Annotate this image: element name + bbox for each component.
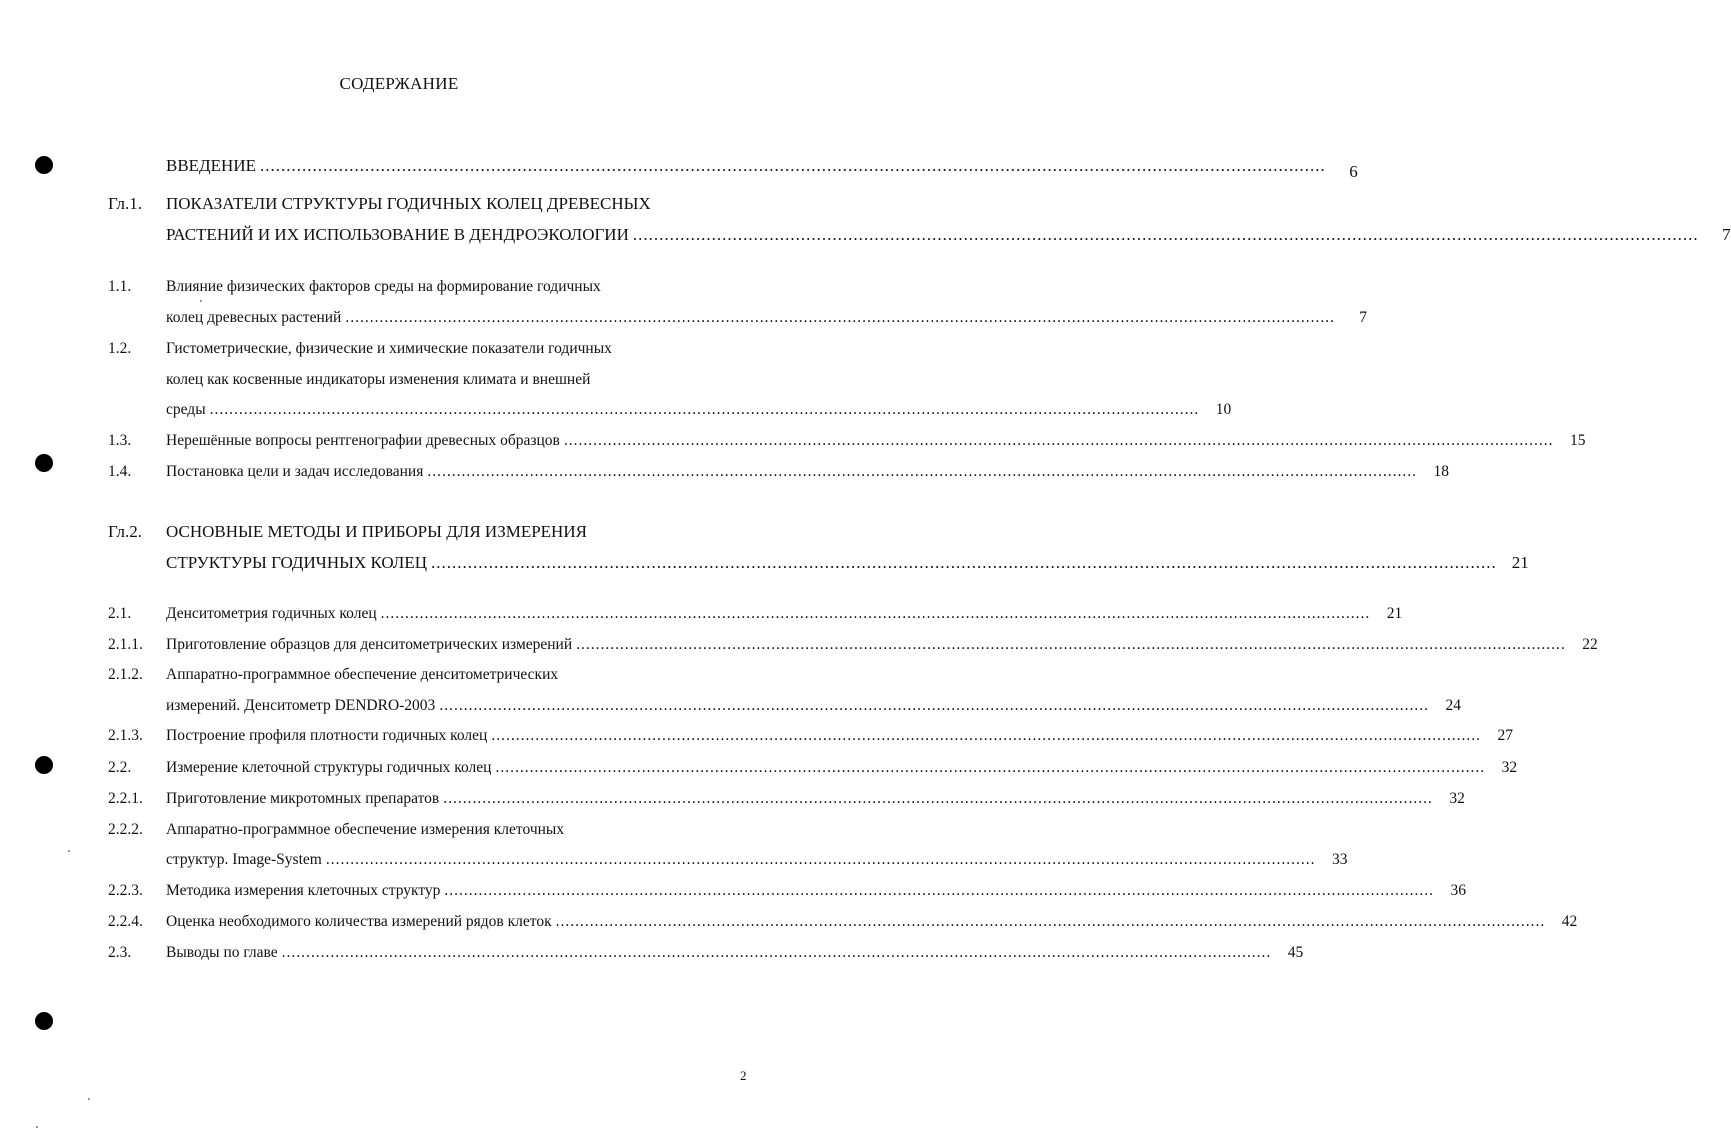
entry-number: 1.3.	[108, 432, 132, 449]
entry-page: 10	[1215, 401, 1232, 418]
punch-hole	[35, 1012, 53, 1030]
entry-page: 24	[1445, 697, 1461, 714]
toc-entry-1-4[interactable]	[108, 458, 1449, 482]
dot-leader	[556, 912, 1546, 932]
entry-title-line: колец как косвенные индикаторы изменения климата и внешней	[166, 371, 591, 388]
toc-entry-1-2[interactable]	[108, 335, 722, 359]
entry-title: колец древесных растений	[166, 309, 342, 326]
dot-leader	[564, 431, 1554, 451]
entry-page: 15	[1569, 432, 1586, 449]
toc-entry-2-2[interactable]	[108, 754, 1518, 778]
toc-entry-2-3[interactable]	[108, 939, 1304, 963]
entry-number: 2.2.3.	[108, 882, 143, 899]
dot-leader	[495, 758, 1485, 778]
entry-title: Построение профиля плотности годичных колец	[166, 727, 488, 744]
toc-entry-chapter-2[interactable]	[108, 518, 722, 542]
entry-number: 2.2.1.	[108, 790, 143, 807]
punch-hole	[35, 156, 53, 174]
entry-title-line: Аппаратно-программное обеспечение денситометрических	[166, 666, 559, 683]
toc-entry-1-1[interactable]	[108, 273, 722, 297]
dot-leader	[443, 789, 1433, 809]
entry-title: Приготовление микротомных препаратов	[166, 790, 440, 807]
entry-title: Оценка необходимого количества измерений рядов клеток	[166, 913, 552, 930]
entry-page: 6	[1349, 162, 1358, 181]
entry-number: 2.1.2.	[108, 666, 143, 683]
toc-entry-2-1[interactable]	[108, 600, 1403, 624]
entry-page: 32	[1501, 759, 1518, 776]
entry-page: 18	[1433, 463, 1449, 480]
toc-entry-1-2-cont[interactable]	[108, 366, 722, 390]
toc-entry-2-2-2[interactable]	[108, 816, 722, 840]
dot-leader	[576, 635, 1566, 655]
entry-page: 27	[1497, 727, 1513, 744]
entry-title: ВВЕДЕНИЕ	[166, 156, 256, 175]
toc-entry-1-1-cont[interactable]	[108, 304, 1367, 328]
entry-title: среды	[166, 401, 206, 418]
dot-leader	[282, 943, 1272, 963]
entry-page: 22	[1582, 636, 1598, 653]
entry-number: 1.4.	[108, 463, 132, 480]
scan-speck	[36, 1126, 38, 1128]
entry-title-line: Влияние физических факторов среды на формирование годичных	[166, 278, 601, 295]
dot-leader	[444, 881, 1434, 901]
entry-title: Денситометрия годичных колец	[166, 605, 377, 622]
entry-page: 32	[1449, 790, 1465, 807]
entry-title: Методика измерения клеточных структур	[166, 882, 441, 899]
entry-title: РАСТЕНИЙ И ИХ ИСПОЛЬЗОВАНИЕ В ДЕНДРОЭКОЛОГИИ	[166, 225, 629, 244]
scan-speck	[200, 300, 202, 302]
dot-leader	[431, 553, 1497, 573]
entry-page: 33	[1331, 851, 1348, 868]
entry-title-line: ПОКАЗАТЕЛИ СТРУКТУРЫ ГОДИЧНЫХ КОЛЕЦ ДРЕВЕСНЫХ	[166, 194, 651, 213]
entry-title: структур. Image-System	[166, 851, 322, 868]
dot-leader	[326, 850, 1316, 870]
toc-entry-1-3[interactable]	[108, 427, 1586, 451]
toc-entry-1-2-end[interactable]	[108, 396, 1232, 420]
entry-number: 2.1.	[108, 605, 132, 622]
entry-page: 45	[1287, 944, 1304, 961]
entry-number: 2.2.	[108, 759, 132, 776]
dot-leader	[210, 400, 1200, 420]
toc-entry-2-2-3[interactable]	[108, 877, 1467, 901]
toc-entry-2-2-1[interactable]	[108, 785, 1465, 809]
entry-page: 42	[1561, 913, 1578, 930]
entry-number: 2.2.2.	[108, 821, 143, 838]
punch-hole	[35, 454, 53, 472]
dot-leader	[381, 604, 1371, 624]
entry-title: СТРУКТУРЫ ГОДИЧНЫХ КОЛЕЦ	[166, 553, 428, 572]
punch-hole	[35, 756, 53, 774]
dot-leader	[491, 726, 1481, 746]
toc-entry-2-1-1[interactable]	[108, 631, 1598, 655]
dot-leader	[633, 225, 1699, 245]
dot-leader	[260, 156, 1326, 176]
dot-leader	[427, 462, 1417, 482]
dot-leader	[345, 308, 1335, 328]
toc-entry-introduction[interactable]	[108, 152, 1358, 181]
entry-number: Гл.2.	[108, 522, 143, 541]
entry-title: Измерение клеточной структуры годичных колец	[166, 759, 492, 776]
entry-page: 7	[1722, 225, 1731, 244]
toc-entry-chapter-1-cont[interactable]	[108, 221, 1731, 245]
toc-entry-2-2-4[interactable]	[108, 908, 1578, 932]
entry-title-line: Гистометрические, физические и химические показатели годичных	[166, 340, 612, 357]
entry-title-line: ОСНОВНЫЕ МЕТОДЫ И ПРИБОРЫ ДЛЯ ИЗМЕРЕНИЯ	[166, 522, 587, 541]
toc-entry-2-2-2-cont[interactable]	[108, 846, 1348, 870]
toc-entry-chapter-2-cont[interactable]	[108, 549, 1529, 573]
toc-entry-2-1-2[interactable]	[108, 661, 722, 685]
toc-entry-2-1-2-cont[interactable]	[108, 692, 1461, 716]
page-title: СОДЕРЖАНИЕ	[339, 74, 459, 93]
entry-page: 21	[1386, 605, 1403, 622]
dot-leader	[439, 696, 1429, 716]
entry-page: 7	[1359, 309, 1367, 326]
entry-number: 1.1.	[108, 278, 132, 295]
toc-entry-chapter-1[interactable]	[108, 190, 722, 214]
entry-number: 2.1.3.	[108, 727, 143, 744]
entry-number: 2.1.1.	[108, 636, 143, 653]
scan-speck	[88, 1098, 90, 1100]
entry-number: Гл.1.	[108, 194, 143, 213]
entry-title: Постановка цели и задач исследования	[166, 463, 424, 480]
page-number: 2	[740, 1068, 747, 1083]
scan-speck	[68, 850, 70, 852]
entry-title-line: Аппаратно-программное обеспечение измерения клеточных	[166, 821, 565, 838]
toc-entry-2-1-3[interactable]	[108, 722, 1513, 746]
entry-title: Нерешённые вопросы рентгенографии древесных образцов	[166, 432, 560, 449]
entry-title: Приготовление образцов для денситометрических измерений	[166, 636, 573, 653]
entry-number: 1.2.	[108, 340, 132, 357]
entry-number: 2.2.4.	[108, 913, 143, 930]
entry-page: 36	[1450, 882, 1467, 899]
entry-page: 21	[1511, 553, 1529, 572]
entry-number: 2.3.	[108, 944, 132, 961]
entry-title: измерений. Денситометр DENDRO-2003	[166, 697, 436, 714]
entry-title: Выводы по главе	[166, 944, 278, 961]
